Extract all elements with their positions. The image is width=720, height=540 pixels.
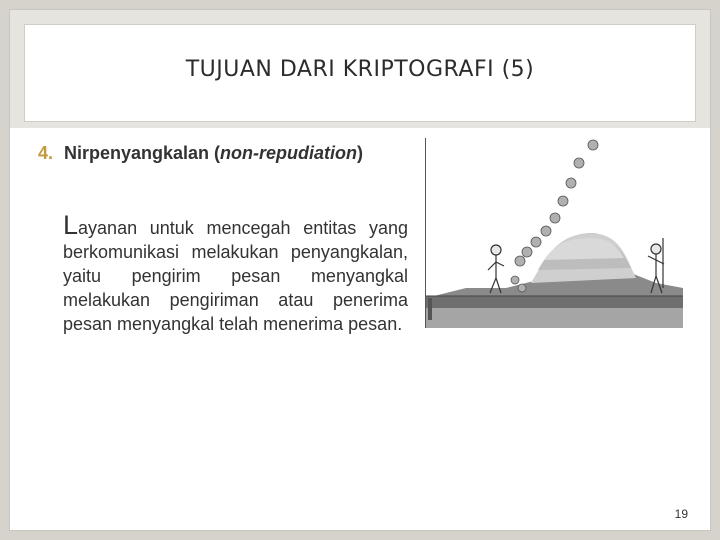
point-title <box>38 142 398 165</box>
point-title-plain: Nirpenyangkalan ( <box>64 143 221 163</box>
point-number: 4. <box>38 143 54 163</box>
body-first-letter: L <box>63 210 79 240</box>
body-paragraph <box>63 210 408 336</box>
title-band <box>10 10 710 128</box>
slide-title: TUJUAN DARI KRIPTOGRAFI (5) <box>185 56 535 82</box>
point-title-close: ) <box>357 143 364 163</box>
point-heading <box>38 142 398 165</box>
body-rest: ayanan untuk mencegah entitas yang berkomunikasi melakukan penyangkalan, yaitu pengirim pesan menyangkal melakukan pengiriman atau penerima pesan menyangkal telah menerima pesan. <box>63 218 408 334</box>
point-title-italic: non-repudiation <box>220 143 358 163</box>
title-box <box>24 24 696 122</box>
page-number: 19 <box>674 507 688 521</box>
cartoon-illustration-icon <box>425 138 683 328</box>
